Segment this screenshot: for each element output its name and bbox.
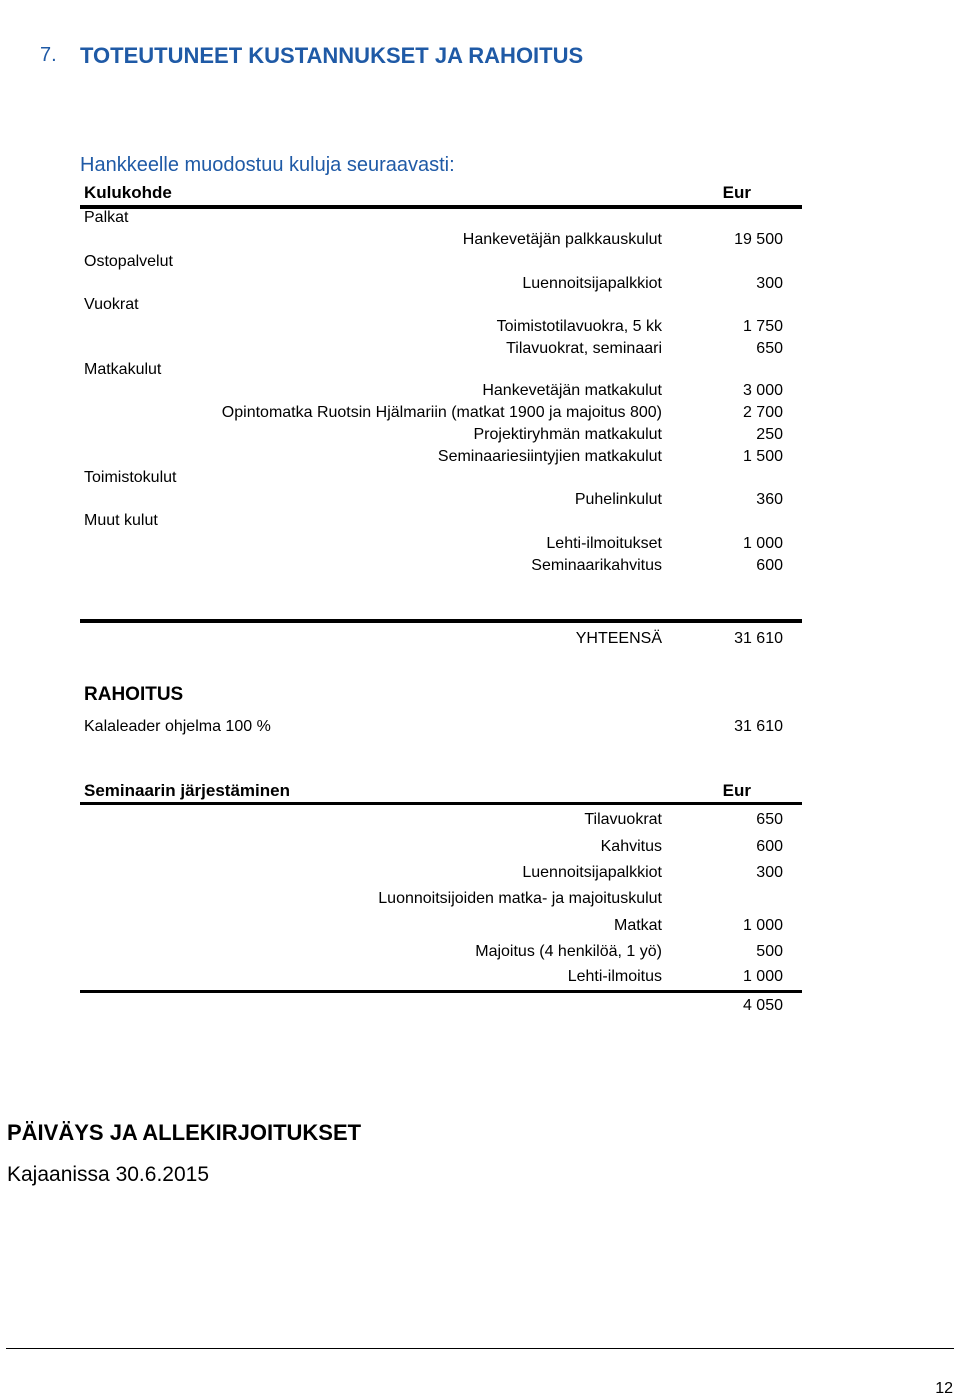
section-number: 7. [40,44,57,66]
cost-item-value: 3 000 [742,382,783,399]
category-palkat: Palkat [84,209,129,226]
page-number: 12 [935,1380,953,1397]
cost-item-label: Toimistotilavuokra, 5 kk [496,318,662,335]
costs-header-category: Kulukohde [84,183,172,202]
cost-item-value: 650 [756,340,783,357]
seminar-item-value: 500 [756,943,783,960]
cost-item-value: 600 [756,557,783,574]
seminar-total-rule [80,990,802,993]
cost-item-label: Seminaarikahvitus [531,557,662,574]
seminar-item-value: 1 000 [742,968,783,985]
seminar-item-label: Majoitus (4 henkilöä, 1 yö) [475,943,662,960]
cost-item-label: Tilavuokrat, seminaari [506,340,662,357]
seminar-item-label: Lehti-ilmoitus [567,968,662,985]
funding-source-value: 31 610 [734,718,783,735]
cost-item-value: 1 750 [742,318,783,335]
cost-item-label: Seminaariesiintyjien matkakulut [437,448,662,465]
seminar-item-label: Tilavuokrat [584,811,662,828]
cost-item-value: 1 500 [742,448,783,465]
funding-source-label: Kalaleader ohjelma 100 % [84,718,271,735]
costs-header-eur: Eur [722,183,751,202]
footer-divider [6,1348,954,1349]
costs-total-label: YHTEENSÄ [575,630,662,647]
cost-item-label: Lehti-ilmoitukset [546,535,662,552]
seminar-header-eur: Eur [722,781,751,800]
seminar-item-value: 600 [756,838,783,855]
cost-item-value: 2 700 [742,404,783,421]
category-toimistokulut: Toimistokulut [84,469,177,486]
cost-item-label: Hankevetäjän palkkauskulut [462,231,662,248]
seminar-item-label: Luennoitsijapalkkiot [522,864,662,881]
cost-item-label: Luennoitsijapalkkiot [522,275,662,292]
cost-item-value: 300 [756,275,783,292]
cost-item-label: Puhelinkulut [574,491,662,508]
costs-total-rule [80,619,802,623]
seminar-header-rule [80,802,802,805]
costs-header-rule [80,205,802,209]
cost-item-label: Opintomatka Ruotsin Hjälmariin (matkat 1900 ja majoitus 800) [221,404,662,421]
cost-item-label: Hankevetäjän matkakulut [482,382,662,399]
cost-item-value: 250 [756,426,783,443]
section-title: TOTEUTUNEET KUSTANNUKSET JA RAHOITUS [80,43,584,68]
seminar-item-value: 300 [756,864,783,881]
signature-place-date: Kajaanissa 30.6.2015 [7,1163,209,1186]
seminar-item-value: 650 [756,811,783,828]
funding-title: RAHOITUS [84,684,184,705]
cost-item-value: 1 000 [742,535,783,552]
seminar-header-title: Seminaarin järjestäminen [84,781,290,800]
category-matkakulut: Matkakulut [84,361,162,378]
seminar-item-label: Luonnoitsijoiden matka- ja majoituskulut [378,890,662,907]
category-ostopalvelut: Ostopalvelut [84,253,173,270]
seminar-item-label: Matkat [613,917,662,934]
seminar-item-label: Kahvitus [600,838,662,855]
signature-title: PÄIVÄYS JA ALLEKIRJOITUKSET [7,1120,362,1145]
cost-item-label: Projektiryhmän matkakulut [473,426,662,443]
category-vuokrat: Vuokrat [84,296,139,313]
seminar-item-value: 1 000 [742,917,783,934]
cost-item-value: 360 [756,491,783,508]
section-intro: Hankkeelle muodostuu kuluja seuraavasti: [80,154,455,176]
seminar-total-value: 4 050 [742,997,783,1014]
cost-item-value: 19 500 [734,231,783,248]
category-muut-kulut: Muut kulut [84,512,158,529]
costs-total-value: 31 610 [734,630,783,647]
